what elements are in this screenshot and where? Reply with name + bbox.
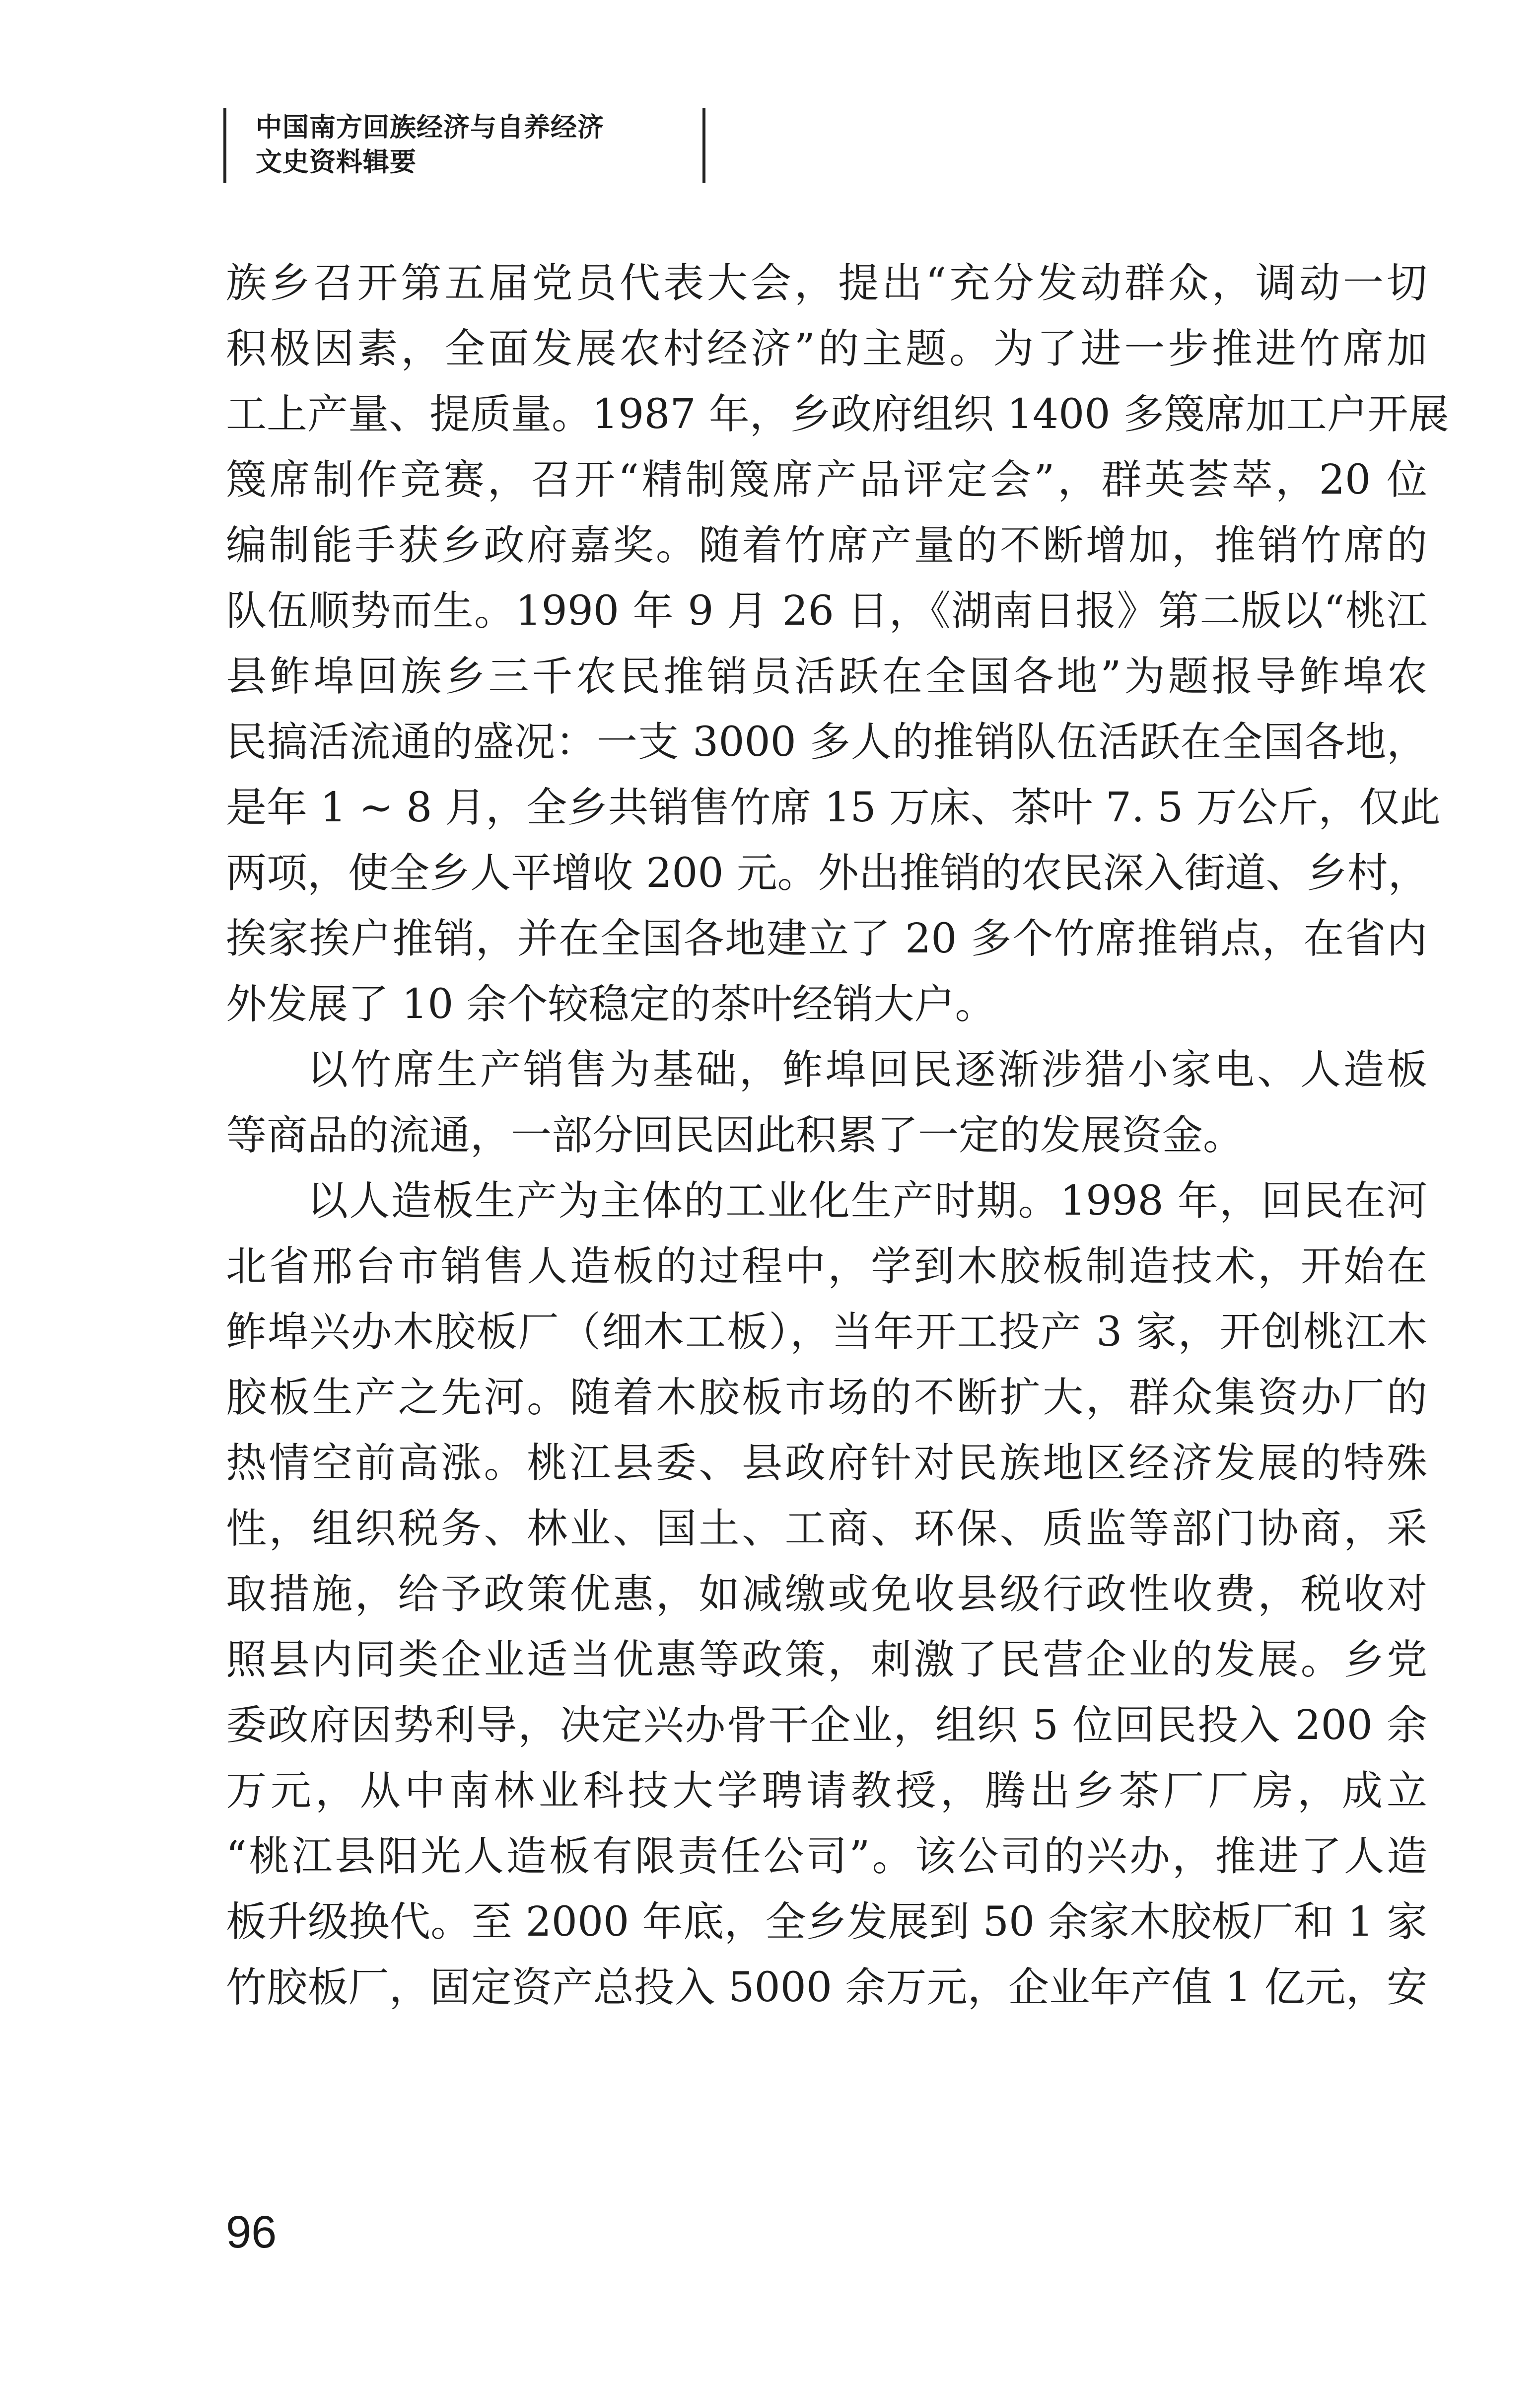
text-line: 民搞活流通的盛况：一支 3000 多人的推销队伍活跃在全国各地， bbox=[226, 719, 1427, 766]
text-line: 板升级换代。至 2000 年底，全乡发展到 50 余家木胶板厂和 1 家 bbox=[226, 1898, 1427, 1946]
header-divider-right bbox=[702, 108, 705, 183]
running-header-line-1: 中国南方回族经济与自养经济 bbox=[256, 112, 604, 143]
text-line: 族乡召开第五届党员代表大会，提出“充分发动群众，调动一切 bbox=[226, 260, 1427, 307]
text-line: 篾席制作竞赛，召开“精制篾席产品评定会”，群英荟萃，20 位 bbox=[226, 456, 1427, 504]
text-line: 委政府因势利导，决定兴办骨干企业，组织 5 位回民投入 200 余 bbox=[226, 1702, 1427, 1749]
text-line: 挨家挨户推销，并在全国各地建立了 20 多个竹席推销点，在省内 bbox=[226, 915, 1427, 962]
text-line: 性，组织税务、林业、国土、工商、环保、质监等部门协商，采 bbox=[226, 1505, 1427, 1552]
text-line: 照县内同类企业适当优惠等政策，刺激了民营企业的发展。乡党 bbox=[226, 1636, 1427, 1683]
running-header-line-2: 文史资料辑要 bbox=[256, 147, 417, 177]
paragraph-first-line: 以人造板生产为主体的工业化生产时期。1998 年，回民在河 bbox=[307, 1177, 1427, 1225]
text-line: 外发展了 10 余个较稳定的茶叶经销大户。 bbox=[226, 981, 996, 1028]
text-line: 两项，使全乡人平增收 200 元。外出推销的农民深入街道、乡村， bbox=[226, 850, 1429, 897]
text-line: 是年 1 ~ 8 月，全乡共销售竹席 15 万床、茶叶 7. 5 万公斤，仅此 bbox=[226, 784, 1441, 831]
text-line: 万元，从中南林业科技大学聘请教授，腾出乡茶厂厂房，成立 bbox=[226, 1767, 1427, 1814]
text-line: “桃江县阳光人造板有限责任公司”。该公司的兴办，推进了人造 bbox=[226, 1833, 1427, 1880]
text-line: 取措施，给予政策优惠，如减缴或免收县级行政性收费，税收对 bbox=[226, 1571, 1427, 1618]
text-line: 县鲊埠回族乡三千农民推销员活跃在全国各地”为题报导鲊埠农 bbox=[226, 653, 1427, 700]
header-divider-left bbox=[223, 108, 226, 183]
text-line: 热情空前高涨。桃江县委、县政府针对民族地区经济发展的特殊 bbox=[226, 1440, 1427, 1487]
paragraph-first-line: 以竹席生产销售为基础，鲊埠回民逐渐涉猎小家电、人造板 bbox=[307, 1046, 1427, 1093]
text-line: 积极因素，全面发展农村经济”的主题。为了进一步推进竹席加 bbox=[226, 325, 1427, 372]
text-line: 北省邢台市销售人造板的过程中，学到木胶板制造技术，开始在 bbox=[226, 1243, 1427, 1290]
text-line: 等商品的流通，一部分回民因此积累了一定的发展资金。 bbox=[226, 1112, 1244, 1159]
text-line: 胶板生产之先河。随着木胶板市场的不断扩大，群众集资办厂的 bbox=[226, 1374, 1427, 1421]
page-number: 96 bbox=[226, 2207, 277, 2257]
body-text bbox=[226, 251, 1449, 2021]
running-header bbox=[256, 110, 693, 180]
text-line: 队伍顺势而生。1990 年 9 月 26 日，《湖南日报》第二版以“桃江 bbox=[226, 587, 1427, 635]
text-line: 竹胶板厂，固定资产总投入 5000 余万元，企业年产值 1 亿元，安 bbox=[226, 1964, 1427, 2011]
text-line: 编制能手获乡政府嘉奖。随着竹席产量的不断增加，推销竹席的 bbox=[226, 522, 1427, 569]
text-line: 鲊埠兴办木胶板厂（细木工板），当年开工投产 3 家，开创桃江木 bbox=[226, 1308, 1427, 1356]
text-line: 工上产量、提质量。1987 年，乡政府组织 1400 多篾席加工户开展 bbox=[226, 391, 1449, 438]
